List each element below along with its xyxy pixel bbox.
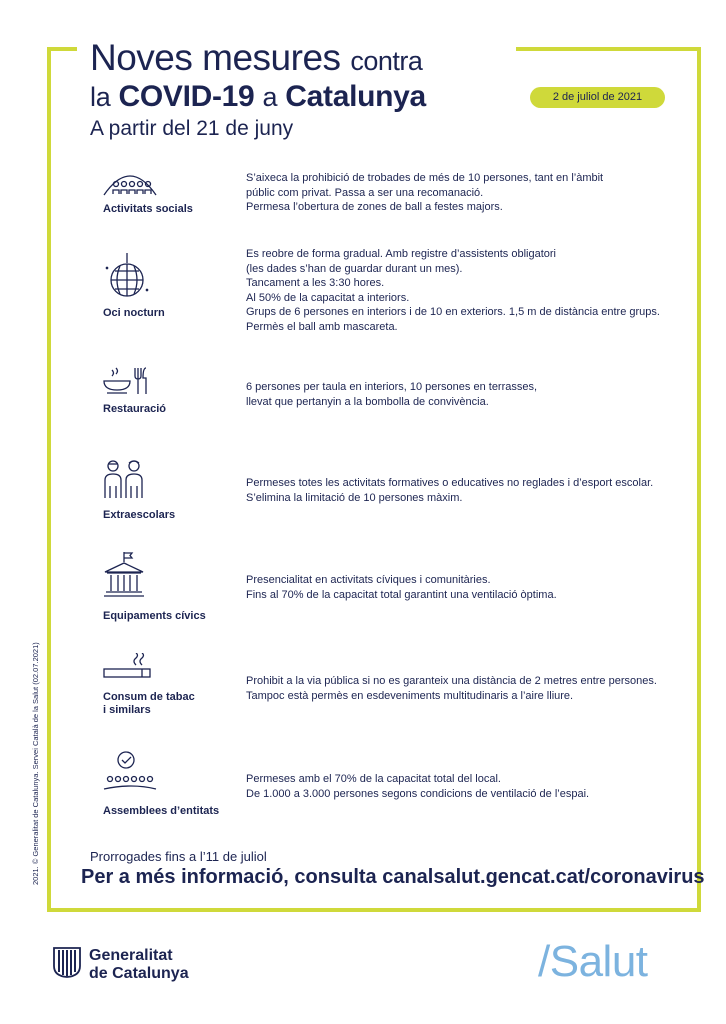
date-badge: 2 de juliol de 2021: [530, 87, 665, 108]
more-info-link[interactable]: Per a més informació, consulta canalsalut.gencat.cat/coronavirus: [81, 866, 705, 888]
section-label: Extraescolars: [103, 509, 176, 521]
subtitle: A partir del 21 de juny: [90, 117, 294, 140]
section-label: Consum de tabac i similars: [103, 691, 195, 716]
frame-top-left: [47, 47, 77, 51]
section-description: Prohibit a la via pública si no es garanteix una distància de 2 metres entre persones. Tampoc està permès en esdeveniments multitudinaris a l’aire lliure.: [246, 675, 657, 702]
section-label: Oci nocturn: [103, 307, 165, 319]
section-description: Permeses totes les activitats formatives o educatives no reglades i d’esport escolar. S’elimina la limitació de 10 persones màxim.: [246, 477, 654, 504]
section-label: Assemblees d’entitats: [103, 805, 220, 817]
children-icon: [102, 458, 146, 500]
dish-cutlery-icon: [102, 366, 150, 396]
extension-note: Prorrogades fins a l’11 de juliol: [90, 849, 267, 864]
crowd-arch-icon: [102, 165, 158, 199]
section-label: Equipaments cívics: [103, 610, 206, 622]
salut-logo: /Salut: [538, 937, 648, 986]
section-description: Es reobre de forma gradual. Amb registre d’assistents obligatori (les dades s’han de guardar durant un mes). Tancament a les 3:30 hores. Al 50% de la capacitat a interiors. Grups de 6 persones en interiors i de 10 en exteriors. 1,5 m de distància entre grups. Permès el ball amb mascareta.: [246, 248, 660, 333]
title-block: [86, 38, 516, 142]
civic-building-icon: [102, 552, 146, 602]
title-line-1: Noves mesures contra: [90, 37, 423, 78]
section-description: 6 persones per taula en interiors, 10 persones en terrasses, llevat que pertanyin a la bombolla de convivència.: [246, 381, 538, 408]
section-description: S’aixeca la prohibició de trobades de més de 10 persones, tant en l’àmbit públic com privat. Passa a ser una recomanació. Permesa l’obertura de zones de ball a festes majors.: [246, 172, 604, 213]
assembly-check-icon: [102, 751, 158, 791]
section-label: Activitats socials: [103, 203, 193, 215]
title-line-2: la COVID-19 a Catalunya: [90, 80, 426, 113]
disco-ball-icon: [102, 253, 152, 305]
generalitat-logo-icon: [52, 946, 82, 978]
copyright-note: 2021. © Generalitat de Catalunya. Servei Català de la Salut (02.07.2021): [31, 642, 40, 885]
section-description: Presencialitat en activitats cíviques i comunitàries. Fins al 70% de la capacitat total garantint una ventilació òptima.: [246, 574, 557, 601]
generalitat-name: Generalitat de Catalunya: [89, 947, 189, 982]
section-description: Permeses amb el 70% de la capacitat total del local. De 1.000 a 3.000 persones segons condicions de ventilació de l’espai.: [246, 773, 590, 800]
section-label: Restauració: [103, 403, 166, 415]
cigarette-icon: [102, 653, 154, 683]
